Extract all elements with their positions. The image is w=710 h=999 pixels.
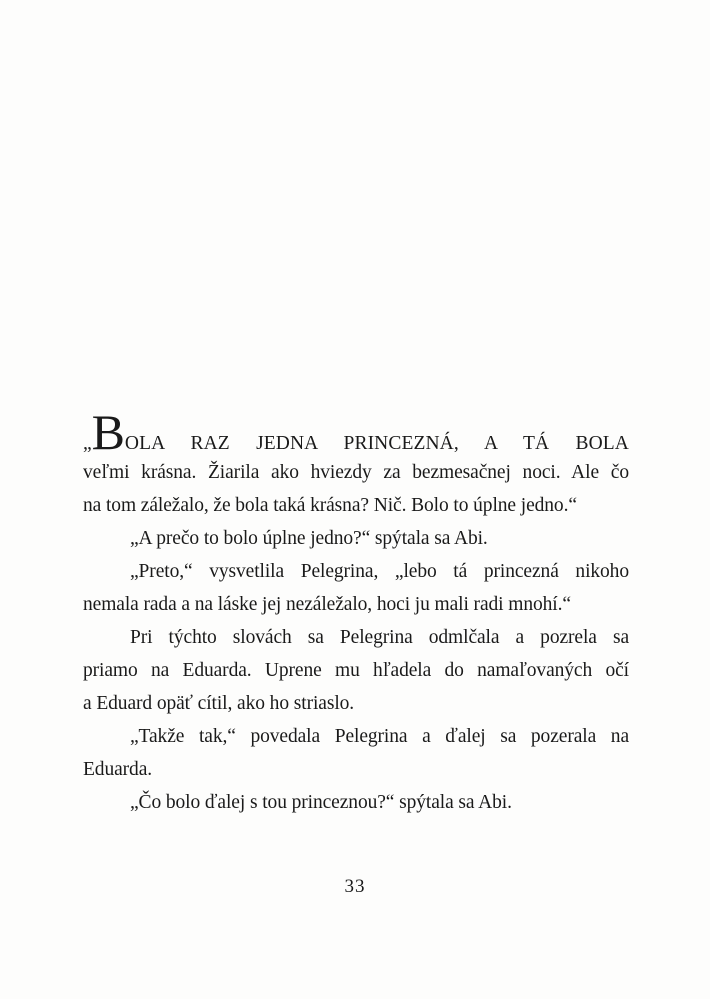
- opening-quote-mark: „: [83, 433, 92, 454]
- drop-cap-letter: B: [91, 404, 125, 460]
- text-line-11: „Čo bolo ďalej s tou princeznou?“ spýtala sa Abi.: [130, 792, 512, 813]
- text-line-10: Eduarda.: [83, 759, 153, 780]
- text-line-7: priamo na Eduarda. Uprene mu hľadela do namaľovaných očí: [83, 660, 629, 681]
- opening-line: [83, 404, 629, 460]
- page-number: 33: [344, 876, 366, 897]
- text-line-1: veľmi krásna. Žiarila ako hviezdy za bezmesačnej noci. Ale čo: [83, 462, 629, 483]
- text-line-3: „A prečo to bolo úplne jedno?“ spýtala sa Abi.: [130, 528, 488, 549]
- text-line-5: nemala rada a na láske jej nezáležalo, hoci ju mali radi mnohí.“: [83, 594, 571, 615]
- opening-small-caps: OLA RAZ JEDNA PRINCEZNÁ, A TÁ BOLA: [124, 433, 629, 454]
- text-line-9: „Takže tak,“ povedala Pelegrina a ďalej sa pozerala na: [130, 726, 629, 747]
- text-line-6: Pri týchto slovách sa Pelegrina odmlčala a pozrela sa: [130, 627, 629, 648]
- text-line-2: na tom záležalo, že bola taká krásna? Nič. Bolo to úplne jedno.“: [83, 495, 577, 516]
- story-text: [83, 404, 629, 819]
- text-line-8: a Eduard opäť cítil, ako ho striaslo.: [83, 693, 355, 714]
- text-line-4: „Preto,“ vysvetlila Pelegrina, „lebo tá princezná nikoho: [130, 561, 629, 582]
